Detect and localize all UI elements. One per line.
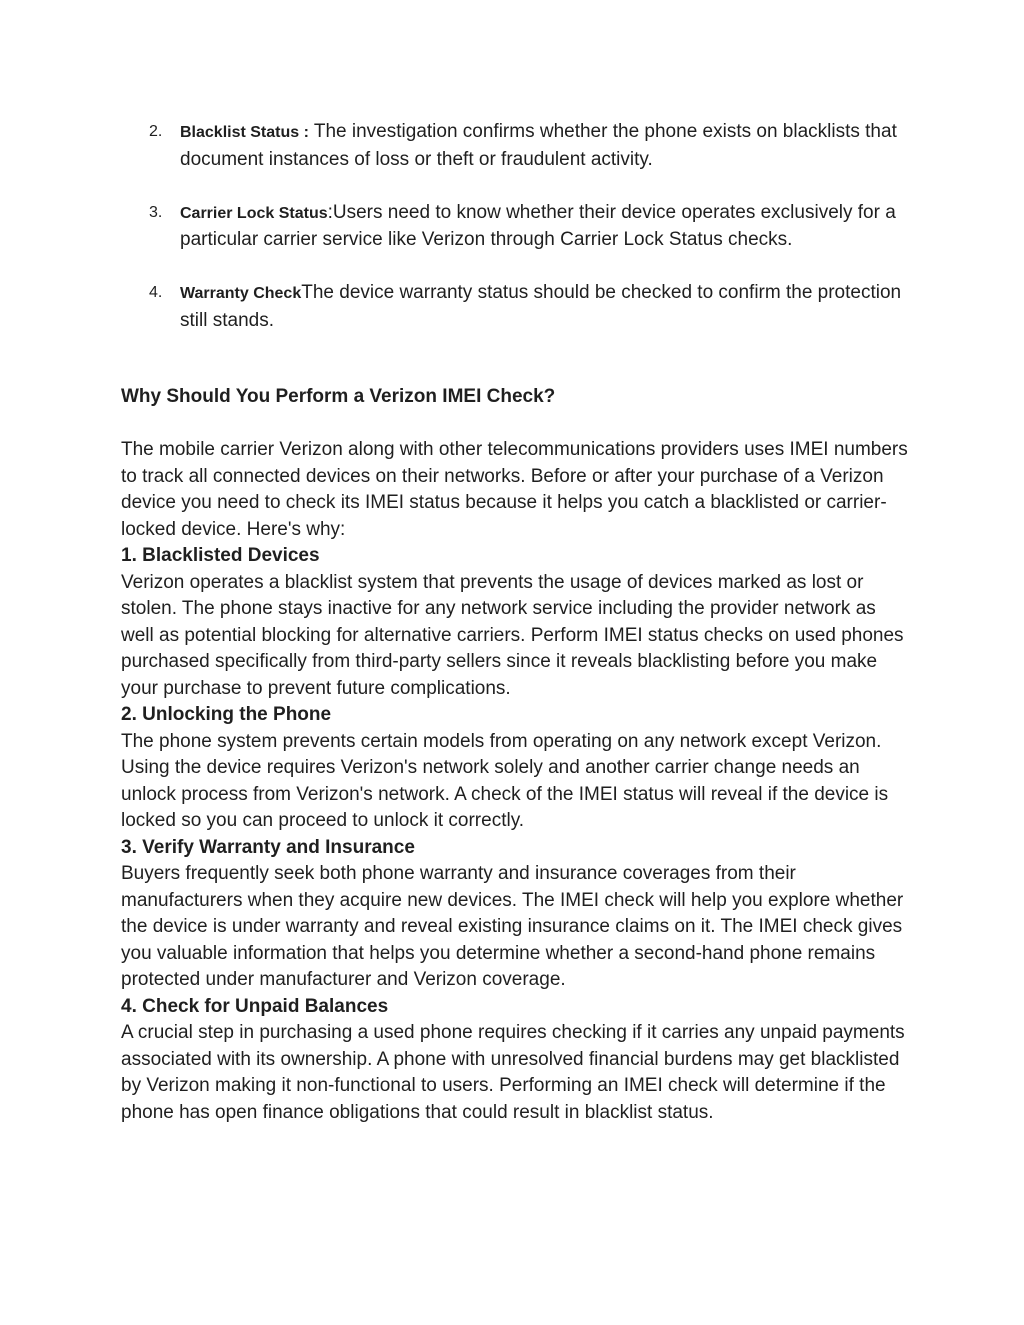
reason-heading: 1. Blacklisted Devices: [121, 545, 320, 566]
list-text: The device warranty status should be checked to confirm the protection still stands.: [180, 282, 902, 331]
spacer: [121, 411, 911, 438]
reason-paragraph: Buyers frequently seek both phone warranty and insurance coverages from their manufacturers when they acquire new devices. The IMEI check will help you explore whether the device is under warranty and reveal existing insurance claims on it. The IMEI check gives you valuable information that helps you determine whether a second-hand phone remains protected under manufacturer and Verizon coverage.: [121, 863, 904, 990]
reason-heading: 4. Check for Unpaid Balances: [121, 995, 389, 1017]
list-item: [0, 200, 910, 254]
reason-heading: 3. Verify Warranty and Insurance: [121, 836, 415, 858]
section-heading: Why Should You Perform a Verizon IMEI Check?: [121, 386, 556, 407]
article-body: [121, 384, 911, 1126]
numbered-list: [0, 119, 1024, 361]
reason-paragraph: Verizon operates a blacklist system that prevents the usage of devices marked as lost or stolen. The phone stays inactive for any network service including the provider network as well as potential blocking for alternative carriers. Perform IMEI status checks on used phones purchased specifically from third-party sellers since it reveals blacklisting before you make your purchase to prevent future complications.: [121, 571, 904, 699]
reason-paragraph: The phone system prevents certain models from operating on any network except Verizon. Using the device requires Verizon's network solely and another carrier change needs an unlock process from Verizon's network. A check of the IMEI status will reveal if the device is locked so you can proceed to unlock it correctly.: [121, 730, 889, 831]
reason-heading: 2. Unlocking the Phone: [121, 704, 332, 725]
list-text: The investigation confirms whether the phone exists on blacklists that document instances of loss or theft or fraudulent activity.: [180, 121, 897, 170]
list-number: 4.: [149, 284, 163, 301]
list-term: Warranty Check: [180, 285, 302, 302]
list-term: Carrier Lock Status: [180, 204, 328, 222]
list-number: 3.: [149, 203, 163, 221]
list-text: :Users need to know whether their device operates exclusively for a particular carrier service like Verizon through Carrier Lock Status checks.: [180, 201, 896, 250]
list-item: [0, 119, 910, 173]
reason-paragraph: A crucial step in purchasing a used phone requires checking if it carries any unpaid payments associated with its ownership. A phone with unresolved financial burdens may get blacklisted by Verizon making it non-functional to users. Performing an IMEI check will determine if the phone has open finance obligations that could result in blacklist status.: [121, 1022, 905, 1123]
list-item: [0, 280, 910, 334]
list-number: 2.: [149, 123, 163, 140]
list-term: Blacklist Status :: [180, 124, 309, 141]
intro-paragraph: The mobile carrier Verizon along with other telecommunications providers uses IMEI numbers to track all connected devices on their networks. Before or after your purchase of a Verizon device you need to check its IMEI status because it helps you catch a blacklisted or carrier-locked device. Here's why:: [121, 439, 908, 540]
